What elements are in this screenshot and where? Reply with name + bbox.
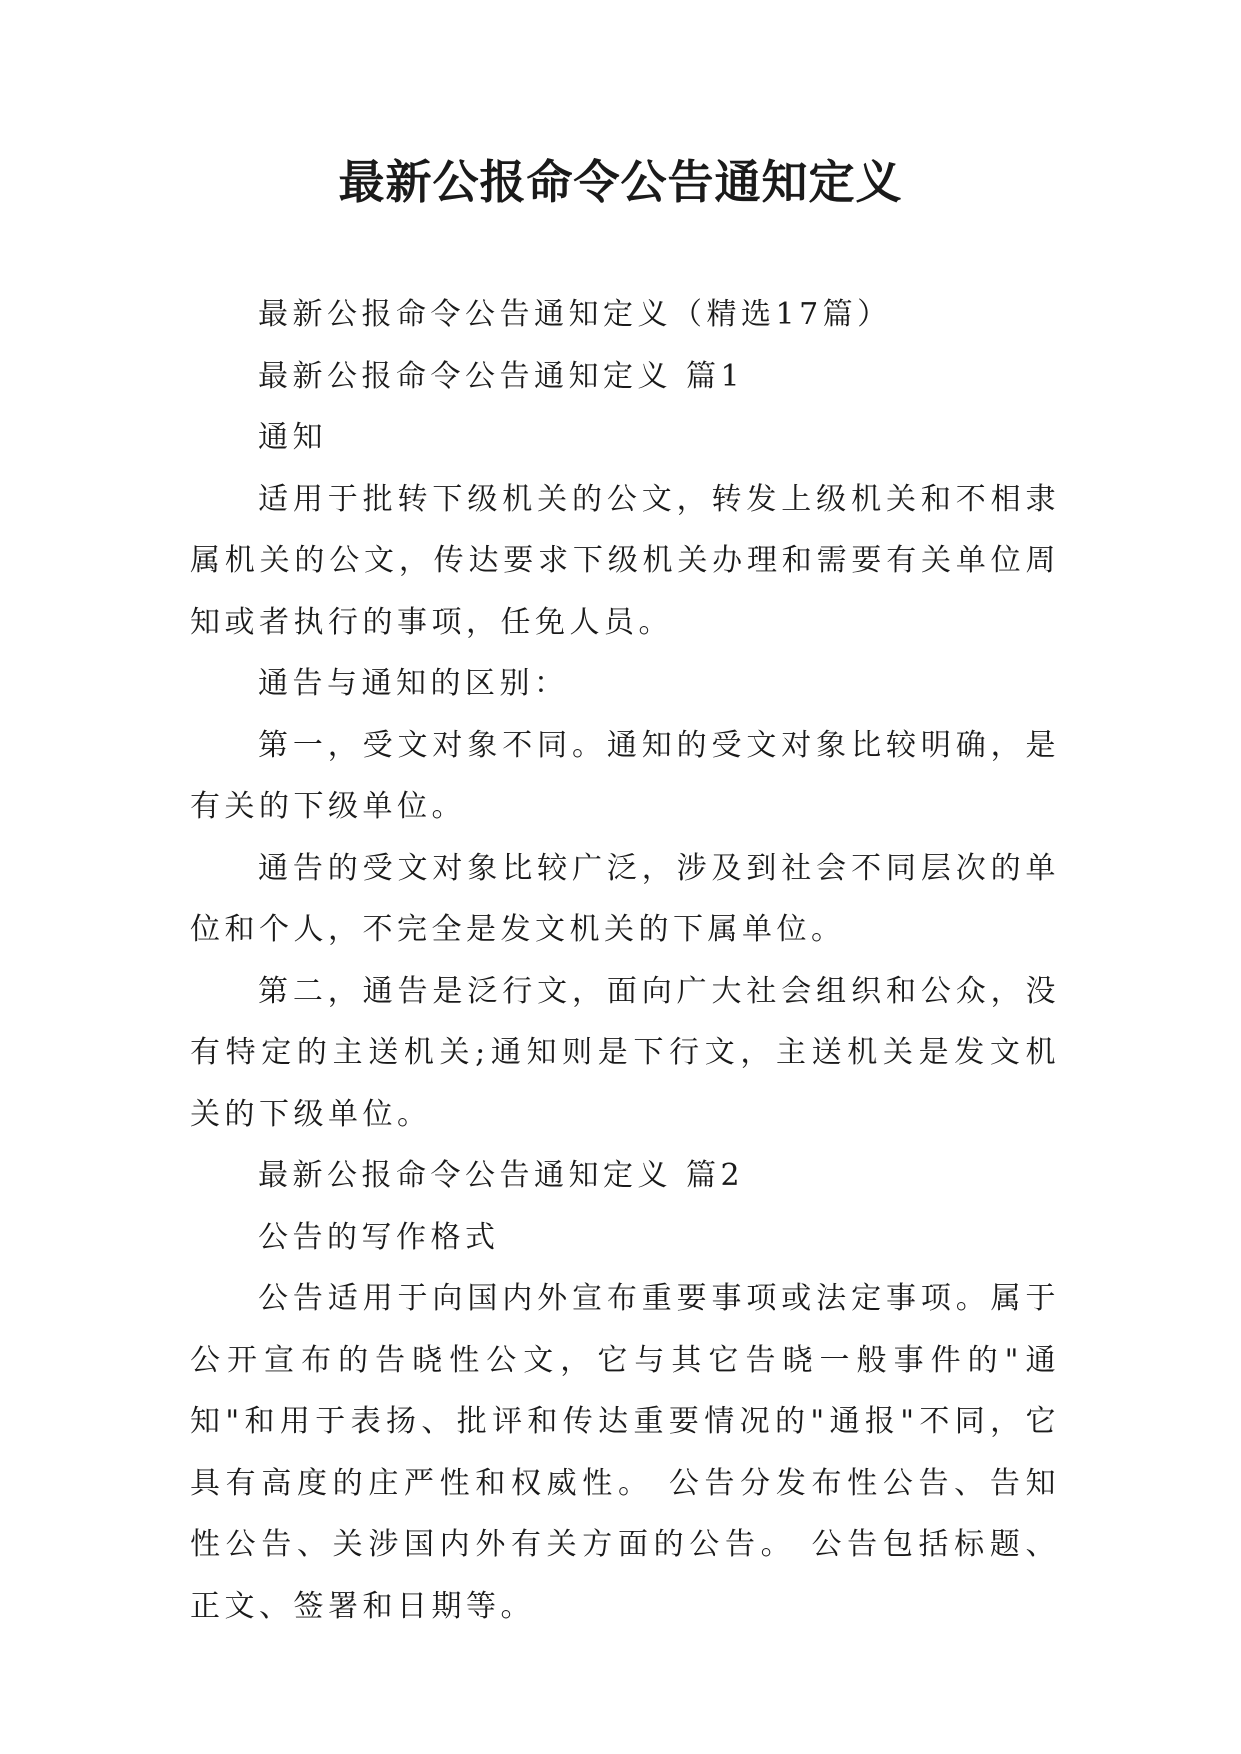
section-heading-2: 最新公报命令公告通知定义 篇2 (258, 1158, 745, 1193)
paragraph-notice-label: 通知 (258, 420, 327, 455)
paragraph-difference-first: 第一，受文对象不同。通知的受文对象比较明确，是有关的下级单位。 (190, 727, 1060, 824)
paragraph-announcement-audience: 通告的受文对象比较广泛，涉及到社会不同层次的单位和个人，不完全是发文机关的下属单位。 (190, 850, 1060, 947)
paragraph-difference-second: 第二，通告是泛行文，面向广大社会组织和公众，没有特定的主送机关;通知则是下行文，主送机关是发文机关的下级单位。 (190, 973, 1060, 1132)
document-body (190, 284, 1060, 1637)
paragraph-format-heading: 公告的写作格式 (258, 1219, 500, 1255)
paragraph-bulletin-definition: 公告适用于向国内外宣布重要事项或法定事项。属于公开宣布的告晓性公文，它与其它告晓一般事件的"通知"和用于表扬、批评和传达重要情况的"通报"不同，它具有高度的庄严性和权威性。 公告分发布性公告、告知性公告、关涉国内外有关方面的公告。 公告包括标题、正文、签署和日期等。 (190, 1281, 1060, 1624)
section-heading-1: 最新公报命令公告通知定义 篇1 (258, 358, 745, 394)
paragraph-difference-heading: 通告与通知的区别： (258, 666, 569, 701)
paragraph-notice-definition: 适用于批转下级机关的公文，转发上级机关和不相隶属机关的公文，传达要求下级机关办理和需要有关单位周知或者执行的事项，任免人员。 (190, 481, 1060, 640)
document-title: 最新公报命令公告通知定义 (338, 155, 903, 209)
paragraph-subtitle: 最新公报命令公告通知定义（精选17篇） (258, 297, 892, 332)
